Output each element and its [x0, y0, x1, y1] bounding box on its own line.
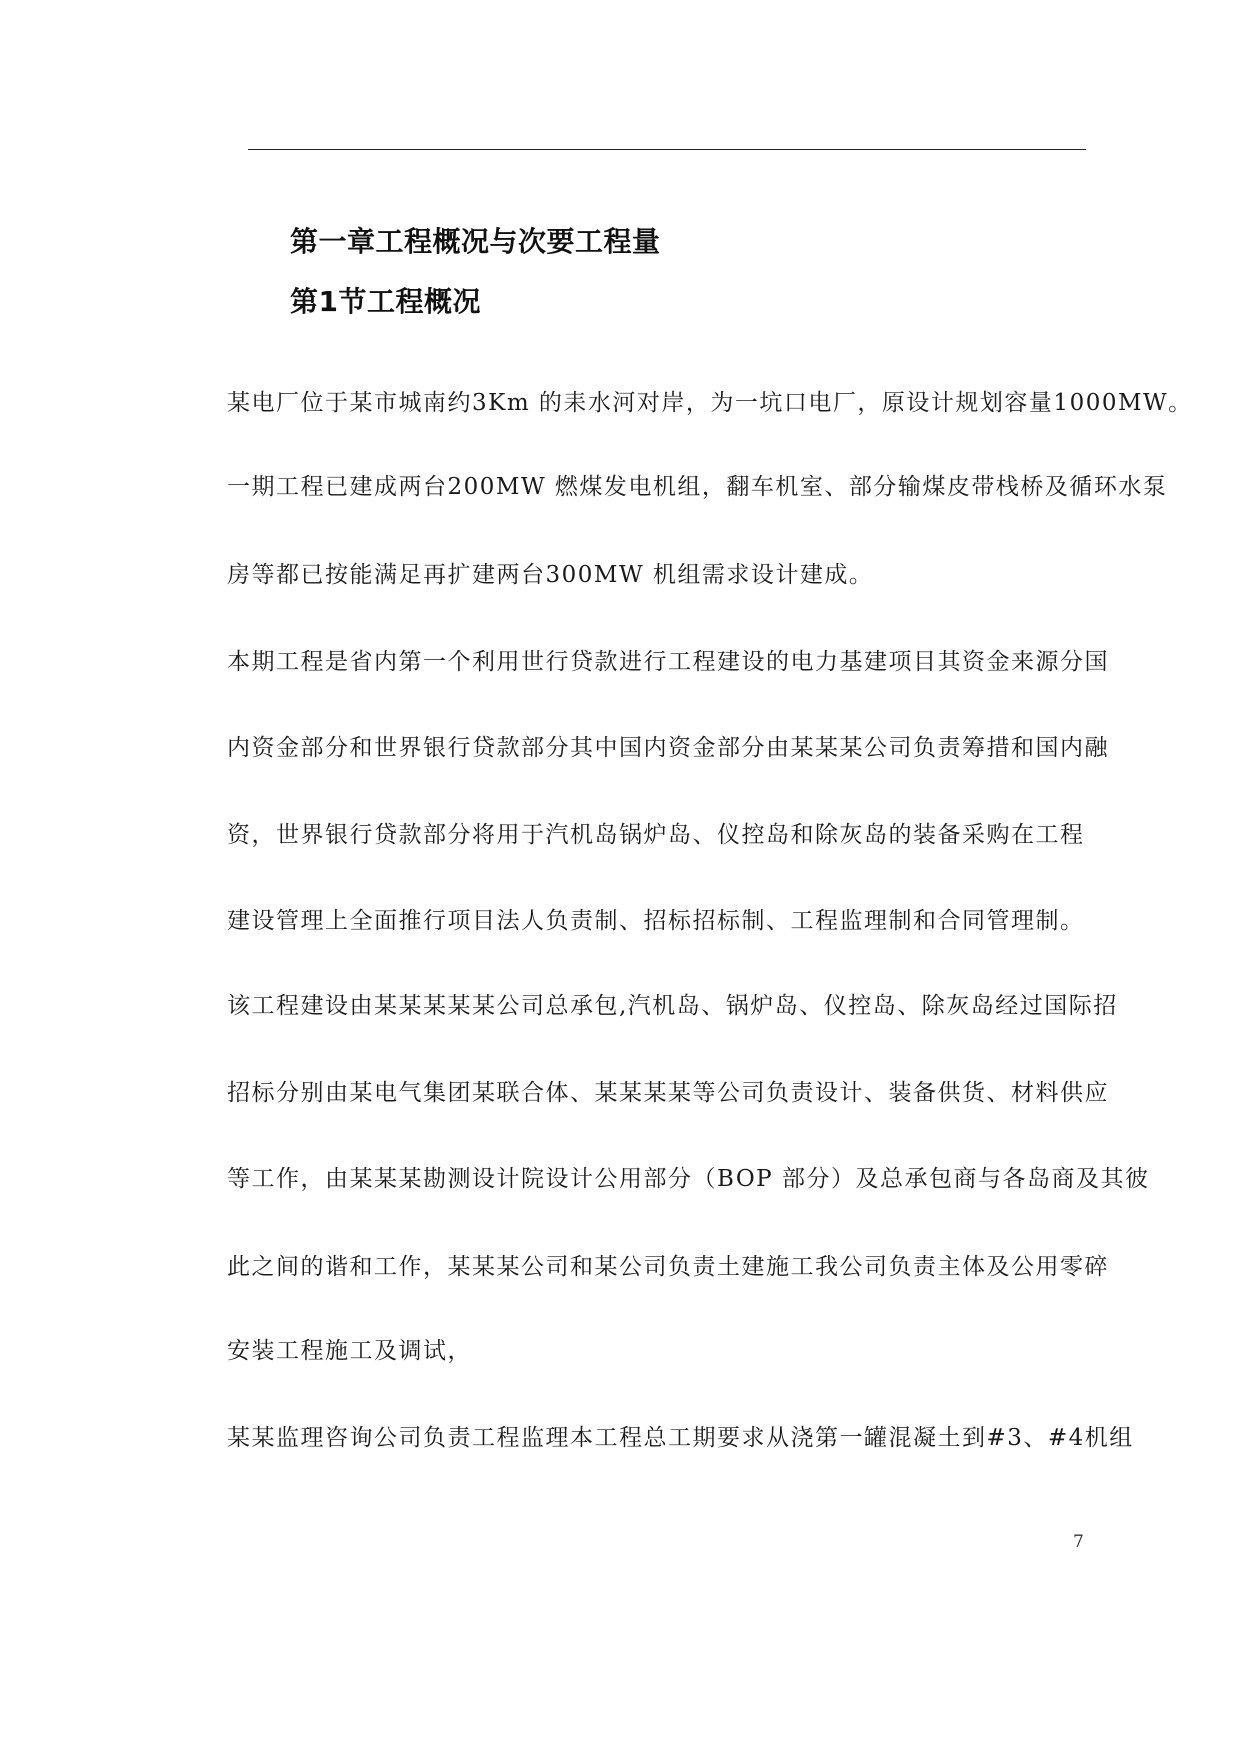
body-line: 房等都已按能满足再扩建两台300MW 机组需求设计建成。: [227, 562, 874, 588]
header-rule: [248, 149, 1086, 150]
body-line: 此之间的谐和工作，某某某公司和某公司负责土建施工我公司负责主体及公用零碎: [227, 1254, 1109, 1280]
body-line: 某电厂位于某市城南约3Km 的耒水河对岸，为一坑口电厂，原设计规划容量1000MW。: [227, 390, 1193, 416]
body-line: 建设管理上全面推行项目法人负责制、招标招标制、工程监理制和合同管理制。: [227, 908, 1085, 934]
body-line: 某某监理咨询公司负责工程监理本工程总工期要求从浇第一罐混凝土到#3、#4机组: [227, 1425, 1134, 1451]
body-line: 安装工程施工及调试，: [227, 1338, 472, 1364]
body-line: 招标分别由某电气集团某联合体、某某某某等公司负责设计、装备供货、材料供应: [227, 1080, 1109, 1106]
page-number: 7: [1073, 1532, 1084, 1552]
body-line: 资，世界银行贷款部分将用于汽机岛锅炉岛、仪控岛和除灰岛的装备采购在工程: [227, 822, 1085, 848]
section-title: 第1节工程概况: [290, 285, 481, 318]
body-line: 等工作，由某某某勘测设计院设计公用部分（BOP 部分）及总承包商与各岛商及其彼: [227, 1166, 1150, 1192]
chapter-title: 第一章工程概况与次要工程量: [290, 225, 661, 258]
body-line: 一期工程已建成两台200MW 燃煤发电机组，翻车机室、部分输煤皮带栈桥及循环水泵: [227, 474, 1168, 500]
body-line: 内资金部分和世界银行贷款部分其中国内资金部分由某某某公司负责筹措和国内融: [227, 735, 1109, 761]
body-line: 本期工程是省内第一个利用世行贷款进行工程建设的电力基建项目其资金来源分国: [227, 649, 1109, 675]
body-line: 该工程建设由某某某某某公司总承包,汽机岛、锅炉岛、仪控岛、除灰岛经过国际招: [227, 993, 1118, 1019]
